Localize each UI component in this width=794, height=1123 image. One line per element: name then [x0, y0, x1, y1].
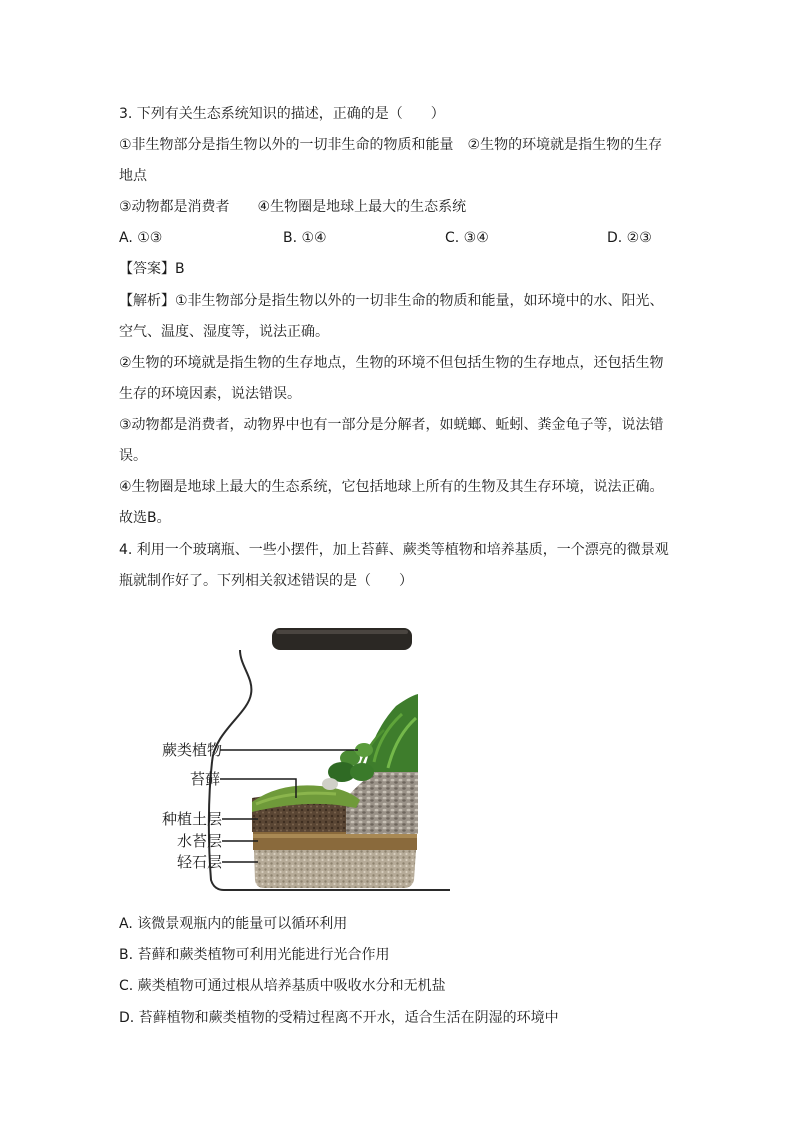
q4-option-b: B. 苔藓和蕨类植物可利用光能进行光合作用: [119, 947, 390, 963]
label-soil: 种植土层: [162, 810, 223, 828]
q4-option-a: A. 该微景观瓶内的能量可以循环利用: [119, 916, 348, 932]
q3-statement-line3: ③动物都是消费者 ④生物圈是地球上最大的生态系统: [119, 199, 467, 215]
q3-analysis-line: 误。: [119, 448, 147, 464]
q3-analysis-line: ③动物都是消费者，动物界中也有一部分是分解者，如蜣螂、蚯蚓、粪金龟子等，说法错: [119, 417, 664, 433]
q3-analysis-line: 生存的环境因素，说法错误。: [119, 386, 301, 402]
label-pebble: 轻石层: [177, 853, 223, 871]
jar-lid: [272, 628, 412, 650]
q3-analysis-line: ②生物的环境就是指生物的生存地点，生物的环境不但包括生物的生存地点，还包括生物: [119, 355, 664, 371]
q3-analysis-line: 空气、温度、湿度等，说法正确。: [119, 324, 329, 340]
q3-analysis-line: ④生物圈是地球上最大的生态系统，它包括地球上所有的生物及其生存环境，说法正确。: [119, 479, 664, 495]
q3-statement-line1: ①非生物部分是指生物以外的一切非生命的物质和能量 ②生物的环境就是指生物的生存: [119, 137, 663, 153]
q3-stem: 3. 下列有关生态系统知识的描述，正确的是（ ）: [119, 106, 445, 122]
q3-statement-line2: 地点: [119, 168, 147, 184]
q3-analysis-line: 故选B。: [119, 510, 171, 526]
q3-analysis-line: 【解析】①非生物部分是指生物以外的一切非生命的物质和能量，如环境中的水、阳光、: [119, 293, 664, 309]
q4-stem-line2: 瓶就制作好了。下列相关叙述错误的是（ ）: [119, 573, 413, 589]
q4-option-c: C. 蕨类植物可通过根从培养基质中吸收水分和无机盐: [119, 978, 446, 994]
q3-option-b: B. ①④: [283, 230, 327, 246]
label-water-moss: 水苔层: [177, 832, 223, 850]
label-moss: 苔藓: [190, 770, 221, 788]
q3-option-a: A. ①③: [119, 230, 163, 246]
q4-stem-line1: 4. 利用一个玻璃瓶、一些小摆件，加上苔藓、蕨类等植物和培养基质，一个漂亮的微景观: [119, 542, 669, 558]
q3-option-c: C. ③④: [445, 230, 489, 246]
q3-answer: 【答案】B: [119, 261, 185, 277]
q3-option-d: D. ②③: [607, 230, 652, 246]
label-fern: 蕨类植物: [162, 741, 223, 759]
terrarium-diagram: [150, 622, 450, 894]
q4-option-d: D. 苔藓植物和蕨类植物的受精过程离不开水，适合生活在阴湿的环境中: [119, 1010, 559, 1026]
